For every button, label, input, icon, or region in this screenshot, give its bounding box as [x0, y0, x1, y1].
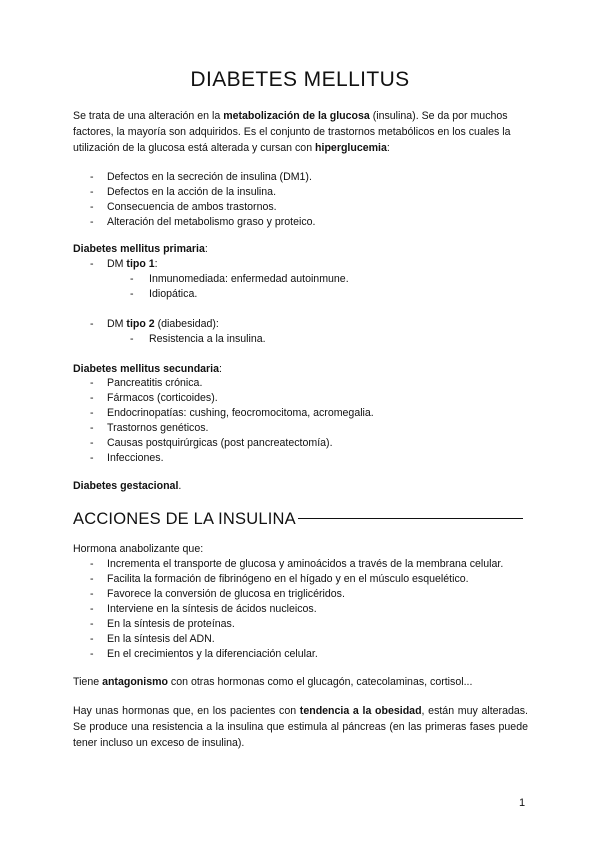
list-item: - Idiopática. — [73, 287, 349, 302]
acciones-list — [73, 557, 503, 662]
tipo1-list — [73, 257, 349, 302]
list-item: - Incrementa el transporte de glucosa y aminoácidos a través de la membrana celular. — [73, 557, 503, 572]
gestacional-heading: Diabetes gestacional. — [73, 480, 182, 492]
obesidad-paragraph: Hay unas hormonas que, en los pacientes con tendencia a la obesidad, están muy alteradas. Se produce una resistencia a la insulina que estimula al páncreas (en las primeras fases puede tener incluso un exceso de insulina). — [73, 705, 529, 749]
page-title: DIABETES MELLITUS — [190, 68, 410, 91]
section-heading-acciones: ACCIONES DE LA INSULINA — [73, 510, 296, 528]
list-item: - Trastornos genéticos. — [73, 421, 374, 436]
secundaria-heading: Diabetes mellitus secundaria: — [73, 363, 222, 375]
list-item: - Defectos en la secreción de insulina (DM1). — [73, 170, 315, 185]
list-item: - Consecuencia de ambos trastornos. — [73, 200, 315, 215]
secundaria-list — [73, 376, 374, 466]
page-number: 1 — [519, 797, 526, 809]
list-item: - Facilita la formación de fibrinógeno en el hígado y en el músculo esquelético. — [73, 572, 503, 587]
list-item: - Resistencia a la insulina. — [73, 332, 266, 347]
tipo1-item: - DM tipo 1: — [73, 257, 349, 272]
list-item: - Pancreatitis crónica. — [73, 376, 374, 391]
tipo2-list — [73, 317, 266, 347]
causes-list — [73, 170, 315, 230]
list-item: - En la síntesis del ADN. — [73, 632, 503, 647]
heading-rule — [298, 518, 523, 519]
list-item: - En la síntesis de proteínas. — [73, 617, 503, 632]
list-item: - Alteración del metabolismo graso y proteico. — [73, 215, 315, 230]
tipo2-item: - DM tipo 2 (diabesidad): — [73, 317, 266, 332]
list-item: - Fármacos (corticoides). — [73, 391, 374, 406]
intro-paragraph: Se trata de una alteración en la metabolización de la glucosa (insulina). Se da por muchos factores, la mayoría son adquiridos. Es el conjunto de trastornos metabólicos en los cuales la utilización de la glucosa está alterada y cursan con hiperglucemia: — [73, 110, 511, 154]
list-item: - Interviene en la síntesis de ácidos nucleicos. — [73, 602, 503, 617]
list-item: - Defectos en la acción de la insulina. — [73, 185, 315, 200]
acciones-intro: Hormona anabolizante que: — [73, 543, 204, 555]
list-item: - Favorece la conversión de glucosa en triglicéridos. — [73, 587, 503, 602]
list-item: - Infecciones. — [73, 451, 374, 466]
list-item: - Inmunomediada: enfermedad autoinmune. — [73, 272, 349, 287]
list-item: - Causas postquirúrgicas (post pancreatectomía). — [73, 436, 374, 451]
antagonismo-paragraph: Tiene antagonismo con otras hormonas como el glucagón, catecolaminas, cortisol... — [73, 676, 473, 688]
list-item: - Endocrinopatías: cushing, feocromocitoma, acromegalia. — [73, 406, 374, 421]
primaria-heading: Diabetes mellitus primaria: — [73, 243, 208, 255]
list-item: - En el crecimientos y la diferenciación celular. — [73, 647, 503, 662]
